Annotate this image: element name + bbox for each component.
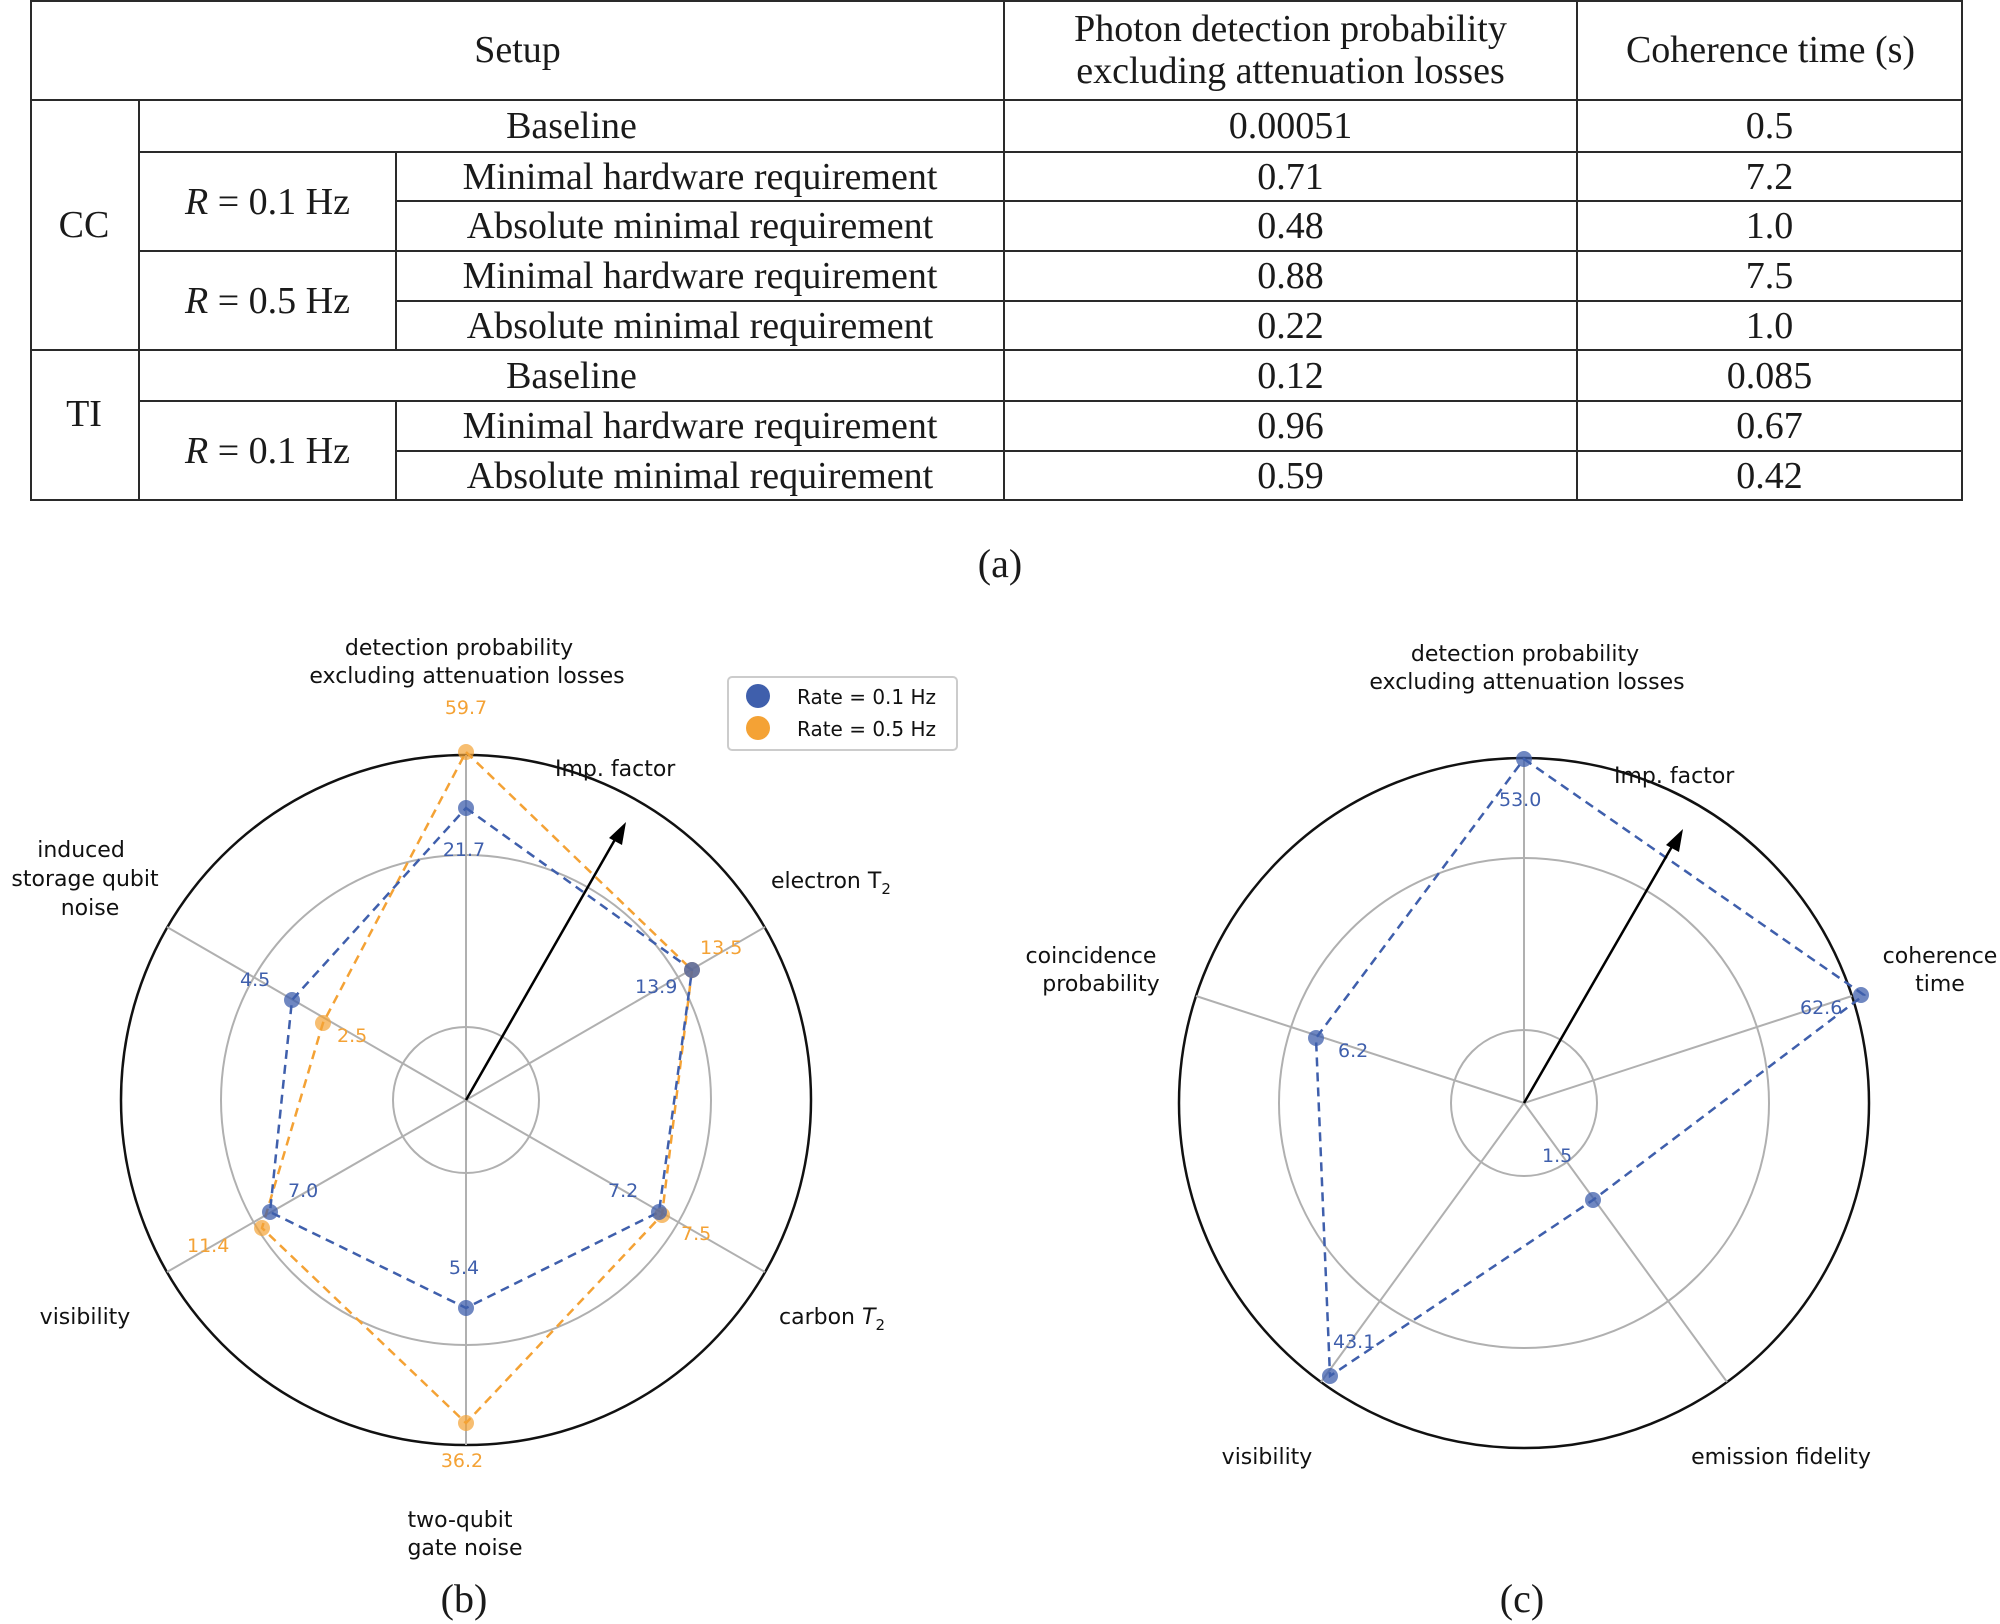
cc-01-absolute-photon: 0.48 [1257,205,1324,247]
cc-01-minimal-photon: 0.71 [1257,155,1324,198]
imp-factor-label-c: Imp. factor [1614,764,1735,789]
label-c-top: 53.0 [1499,789,1542,811]
imp-factor-arrow-b [466,836,617,1100]
cc-01-absolute-label: Absolute minimal requirement [466,205,934,247]
header-photon-line1: Photon detection probability [1074,7,1507,50]
cc-baseline-photon: 0.00051 [1228,105,1353,147]
ti-01-minimal-coherence: 0.67 [1736,405,1803,447]
rate-rest: = 0.1 Hz [208,180,350,223]
series-rate-01-polygon-c [1316,759,1864,1376]
axis-label-c-coincidence-line2: probability [1042,972,1160,997]
ti-baseline-photon: 0.12 [1257,354,1324,397]
label-b-two: 5.4 [448,1257,480,1279]
cc-baseline-label: Baseline [506,105,637,147]
axis-label-c-coincidence-line1: coincidence [1025,944,1157,969]
legend-b [728,677,957,750]
rate-rest: = 0.5 Hz [208,279,350,322]
label-o-top: 59.7 [444,697,488,719]
header-photon-line2: excluding attenuation losses [1076,49,1505,92]
label-o-ind: 2.5 [337,1025,368,1047]
axis-label-induced-line3: noise [60,896,120,921]
ti-01-minimal-photon: 0.96 [1257,405,1324,447]
legend-label-rate-05: Rate = 0.5 Hz [797,717,937,741]
label-b-vis: 7.0 [288,1180,319,1202]
ti-01-absolute-coherence: 0.42 [1736,454,1803,497]
axis-label-c-emission: emission fidelity [1691,1445,1871,1470]
rate-var: R [185,279,209,322]
axis-label-induced-line1: induced [37,838,125,863]
axis-label-electron-t2: electron $T_2$ [771,869,891,898]
caption-b: (b) [440,1576,488,1621]
platform-cc: CC [58,204,110,246]
ti-01-absolute-label: Absolute minimal requirement [466,454,934,497]
series-rate-01-markers [262,800,700,1316]
axis-label-visibility: visibility [39,1305,131,1330]
axis-label-two-qubit-line1: two-qubit [407,1508,513,1533]
spokes-c [1196,758,1852,1382]
cc-01-minimal-label: Minimal hardware requirement [462,155,938,198]
axis-label-detection-line2: excluding attenuation losses [309,664,625,689]
imp-factor-label-b: Imp. factor [555,757,676,782]
ti-baseline-label: Baseline [506,354,637,397]
axis-label-c-coherence-line2: time [1915,972,1965,997]
label-o-vis: 11.4 [187,1235,230,1257]
arrow-head-icon [1666,829,1683,852]
label-c-coincidence: 6.2 [1338,1040,1369,1062]
cc-01-absolute-coherence: 1.0 [1745,205,1794,247]
axis-label-c-coherence-line1: coherence [1882,944,1998,969]
axis-labels-c [1026,642,1998,1470]
label-b-electron: 13.9 [635,976,678,998]
cc-05-absolute-coherence: 1.0 [1745,304,1794,347]
cc-05-minimal-coherence: 7.5 [1745,255,1794,297]
cc-01-minimal-coherence: 7.2 [1745,155,1794,198]
ti-01-minimal-label: Minimal hardware requirement [462,405,938,447]
cc-05-minimal-label: Minimal hardware requirement [462,255,938,297]
axis-label-c-visibility: visibility [1221,1445,1313,1470]
platform-ti: TI [66,393,102,435]
caption-c: (c) [1499,1576,1545,1621]
label-o-two: 36.2 [440,1450,484,1472]
label-c-visibility: 43.1 [1333,1331,1376,1353]
axis-label-detection-line1: detection probability [344,636,574,661]
header-setup: Setup [474,28,561,71]
cc-baseline-coherence: 0.5 [1745,105,1794,147]
label-o-carbon: 7.5 [681,1223,712,1245]
ti-baseline-coherence: 0.085 [1726,354,1813,397]
label-c-emission: 1.5 [1542,1145,1573,1167]
series-rate-01-polygon [270,808,692,1308]
rate-var: R [185,429,209,472]
rate-rest: = 0.1 Hz [208,429,350,472]
legend-marker-rate-05 [746,716,770,740]
legend-marker-rate-01 [746,684,770,708]
cc-05-absolute-label: Absolute minimal requirement [466,304,934,347]
cc-05-minimal-photon: 0.88 [1257,255,1324,297]
axis-labels-b [11,636,624,1561]
imp-factor-arrow-c [1524,843,1674,1103]
legend-label-rate-01: Rate = 0.1 Hz [797,685,937,709]
label-b-carbon: 7.2 [608,1180,639,1202]
cc-05-absolute-photon: 0.22 [1257,304,1324,347]
arrow-head-icon [609,822,626,845]
label-c-coherence: 62.6 [1800,997,1843,1019]
axis-label-c-detection-line2: excluding attenuation losses [1369,670,1685,695]
axis-label-c-detection-line1: detection probability [1410,642,1640,667]
axis-label-two-qubit-line2: gate noise [407,1536,523,1561]
label-b-top: 21.7 [442,839,486,861]
header-coherence-time: Coherence time (s) [1625,28,1916,71]
caption-a: (a) [977,541,1023,586]
rate-var: R [185,180,209,223]
label-o-electron: 13.5 [700,937,743,959]
label-b-ind: 4.5 [240,969,271,991]
axis-label-carbon-t2: carbon $T_2$ [779,1305,885,1334]
ti-01-absolute-photon: 0.59 [1257,454,1324,497]
axis-label-induced-line2: storage qubit [11,867,159,892]
